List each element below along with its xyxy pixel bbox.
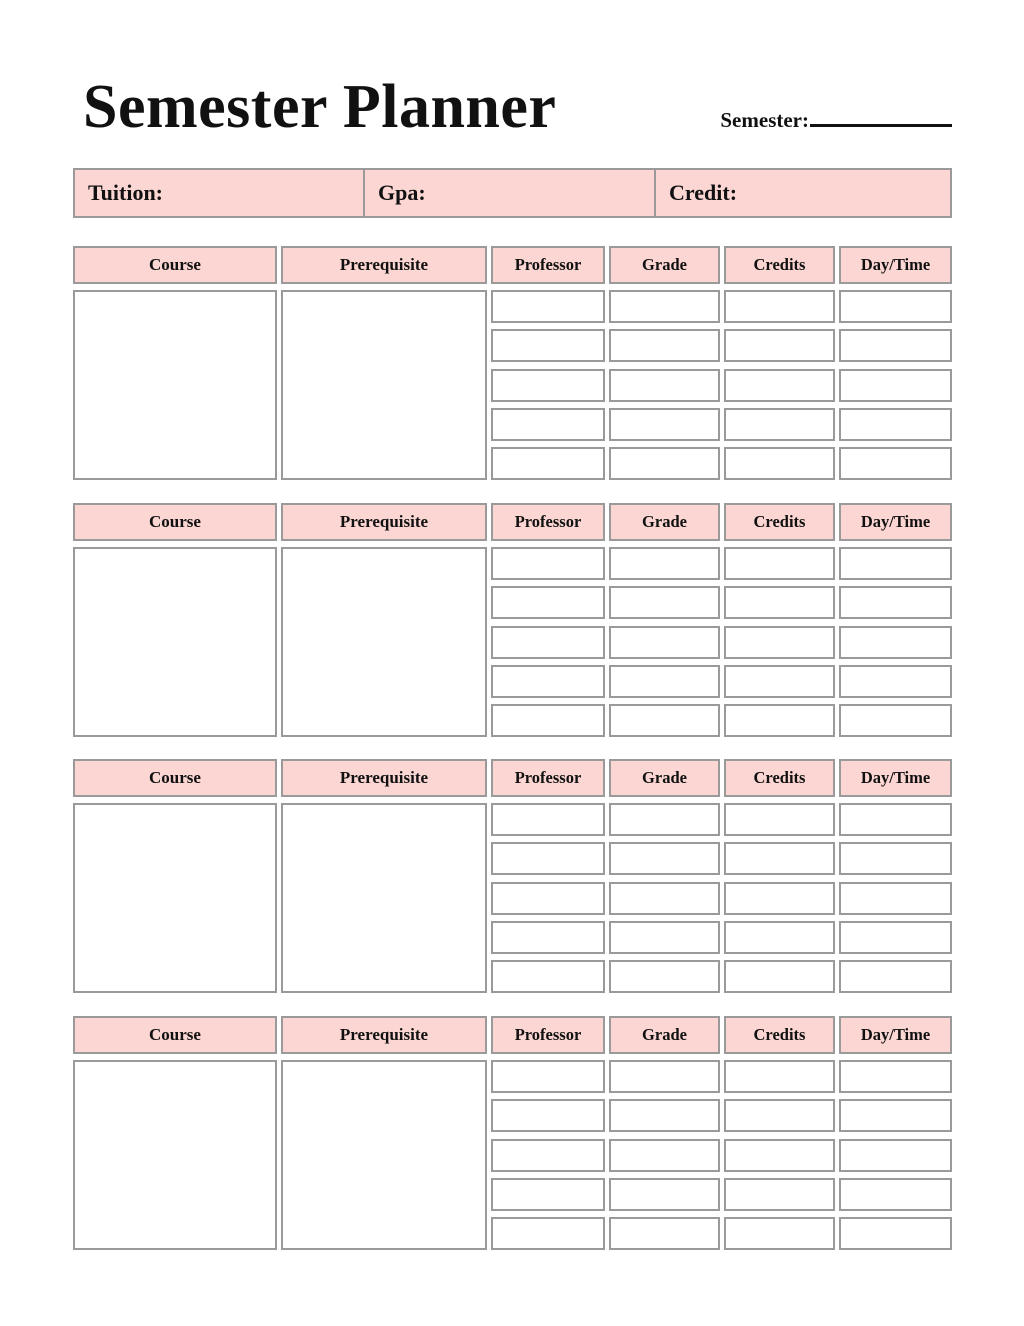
professor-entry-cell[interactable] — [491, 1139, 605, 1172]
professor-entry-cell[interactable] — [491, 547, 605, 580]
daytime-column — [839, 290, 952, 480]
daytime-entry-cell[interactable] — [839, 882, 952, 915]
semester-label: Semester: — [720, 108, 809, 132]
professor-entry-cell[interactable] — [491, 447, 605, 480]
grade-entry-cell[interactable] — [609, 447, 720, 480]
credits-entry-cell[interactable] — [724, 882, 835, 915]
column-header-professor: Professor — [491, 1016, 605, 1054]
credits-entry-cell[interactable] — [724, 369, 835, 402]
page-title: Semester Planner — [83, 73, 557, 141]
professor-entry-cell[interactable] — [491, 803, 605, 836]
credits-entry-cell[interactable] — [724, 408, 835, 441]
grade-entry-cell[interactable] — [609, 704, 720, 737]
daytime-entry-cell[interactable] — [839, 1217, 952, 1250]
credits-entry-cell[interactable] — [724, 1217, 835, 1250]
daytime-entry-cell[interactable] — [839, 1060, 952, 1093]
professor-entry-cell[interactable] — [491, 290, 605, 323]
grade-entry-cell[interactable] — [609, 921, 720, 954]
professor-column — [491, 1060, 605, 1250]
grade-column — [609, 290, 720, 480]
grade-entry-cell[interactable] — [609, 329, 720, 362]
column-header-grade: Grade — [609, 1016, 720, 1054]
prerequisite-entry-cell[interactable] — [281, 290, 487, 480]
grade-entry-cell[interactable] — [609, 1060, 720, 1093]
professor-entry-cell[interactable] — [491, 921, 605, 954]
professor-entry-cell[interactable] — [491, 1217, 605, 1250]
daytime-column — [839, 1060, 952, 1250]
daytime-entry-cell[interactable] — [839, 803, 952, 836]
daytime-entry-cell[interactable] — [839, 547, 952, 580]
credits-entry-cell[interactable] — [724, 842, 835, 875]
grade-entry-cell[interactable] — [609, 665, 720, 698]
credit-field[interactable] — [656, 170, 950, 216]
credits-entry-cell[interactable] — [724, 1139, 835, 1172]
grade-entry-cell[interactable] — [609, 290, 720, 323]
grade-entry-cell[interactable] — [609, 803, 720, 836]
credits-entry-cell[interactable] — [724, 921, 835, 954]
credits-entry-cell[interactable] — [724, 1060, 835, 1093]
credits-entry-cell[interactable] — [724, 1178, 835, 1211]
credits-column — [724, 1060, 835, 1250]
daytime-entry-cell[interactable] — [839, 369, 952, 402]
course-block — [73, 1016, 952, 1250]
grade-column — [609, 547, 720, 737]
column-header-credits: Credits — [724, 246, 835, 284]
credits-column — [724, 803, 835, 993]
grade-entry-cell[interactable] — [609, 960, 720, 993]
column-header-daytime: Day/Time — [839, 246, 952, 284]
credits-entry-cell[interactable] — [724, 329, 835, 362]
professor-entry-cell[interactable] — [491, 329, 605, 362]
credits-entry-cell[interactable] — [724, 1099, 835, 1132]
daytime-entry-cell[interactable] — [839, 1139, 952, 1172]
table-body — [73, 547, 952, 737]
column-header-course: Course — [73, 246, 277, 284]
credit-label: Credit: — [669, 180, 738, 205]
grade-entry-cell[interactable] — [609, 626, 720, 659]
daytime-column — [839, 547, 952, 737]
credits-entry-cell[interactable] — [724, 665, 835, 698]
professor-entry-cell[interactable] — [491, 369, 605, 402]
professor-entry-cell[interactable] — [491, 1099, 605, 1132]
credits-column — [724, 547, 835, 737]
daytime-entry-cell[interactable] — [839, 960, 952, 993]
daytime-entry-cell[interactable] — [839, 842, 952, 875]
column-header-course: Course — [73, 503, 277, 541]
daytime-entry-cell[interactable] — [839, 921, 952, 954]
grade-entry-cell[interactable] — [609, 1178, 720, 1211]
table-body — [73, 803, 952, 993]
daytime-entry-cell[interactable] — [839, 447, 952, 480]
credits-entry-cell[interactable] — [724, 704, 835, 737]
credits-entry-cell[interactable] — [724, 586, 835, 619]
prerequisite-entry-cell[interactable] — [281, 1060, 487, 1250]
table-header-row — [73, 503, 952, 541]
column-header-course: Course — [73, 1016, 277, 1054]
course-block — [73, 503, 952, 737]
summary-info-bar — [73, 168, 952, 218]
professor-entry-cell[interactable] — [491, 1060, 605, 1093]
course-block — [73, 759, 952, 993]
credits-entry-cell[interactable] — [724, 290, 835, 323]
course-entry-cell[interactable] — [73, 803, 277, 993]
gpa-label: Gpa: — [378, 180, 426, 205]
grade-entry-cell[interactable] — [609, 1099, 720, 1132]
professor-entry-cell[interactable] — [491, 586, 605, 619]
credits-entry-cell[interactable] — [724, 960, 835, 993]
tuition-field[interactable] — [75, 170, 365, 216]
credits-entry-cell[interactable] — [724, 803, 835, 836]
professor-entry-cell[interactable] — [491, 665, 605, 698]
column-header-daytime: Day/Time — [839, 503, 952, 541]
column-header-prerequisite: Prerequisite — [281, 246, 487, 284]
grade-entry-cell[interactable] — [609, 1139, 720, 1172]
credits-entry-cell[interactable] — [724, 547, 835, 580]
semester-input-blank[interactable] — [810, 110, 952, 127]
table-header-row — [73, 1016, 952, 1054]
grade-entry-cell[interactable] — [609, 547, 720, 580]
prerequisite-entry-cell[interactable] — [281, 803, 487, 993]
grade-column — [609, 1060, 720, 1250]
column-header-grade: Grade — [609, 503, 720, 541]
professor-column — [491, 547, 605, 737]
grade-entry-cell[interactable] — [609, 1217, 720, 1250]
professor-entry-cell[interactable] — [491, 626, 605, 659]
column-header-credits: Credits — [724, 1016, 835, 1054]
prerequisite-entry-cell[interactable] — [281, 547, 487, 737]
table-body — [73, 1060, 952, 1250]
daytime-entry-cell[interactable] — [839, 626, 952, 659]
grade-entry-cell[interactable] — [609, 882, 720, 915]
column-header-daytime: Day/Time — [839, 1016, 952, 1054]
column-header-grade: Grade — [609, 759, 720, 797]
course-entry-cell[interactable] — [73, 1060, 277, 1250]
column-header-prerequisite: Prerequisite — [281, 759, 487, 797]
professor-entry-cell[interactable] — [491, 704, 605, 737]
professor-entry-cell[interactable] — [491, 882, 605, 915]
column-header-credits: Credits — [724, 503, 835, 541]
daytime-entry-cell[interactable] — [839, 665, 952, 698]
daytime-entry-cell[interactable] — [839, 329, 952, 362]
column-header-prerequisite: Prerequisite — [281, 1016, 487, 1054]
course-entry-cell[interactable] — [73, 290, 277, 480]
daytime-entry-cell[interactable] — [839, 408, 952, 441]
professor-column — [491, 803, 605, 993]
credits-column — [724, 290, 835, 480]
column-header-prerequisite: Prerequisite — [281, 503, 487, 541]
grade-entry-cell[interactable] — [609, 408, 720, 441]
daytime-column — [839, 803, 952, 993]
column-header-daytime: Day/Time — [839, 759, 952, 797]
professor-entry-cell[interactable] — [491, 842, 605, 875]
credits-entry-cell[interactable] — [724, 447, 835, 480]
daytime-entry-cell[interactable] — [839, 290, 952, 323]
gpa-field[interactable] — [365, 170, 656, 216]
credits-entry-cell[interactable] — [724, 626, 835, 659]
column-header-credits: Credits — [724, 759, 835, 797]
grade-entry-cell[interactable] — [609, 842, 720, 875]
column-header-professor: Professor — [491, 759, 605, 797]
table-body — [73, 290, 952, 480]
professor-entry-cell[interactable] — [491, 1178, 605, 1211]
column-header-professor: Professor — [491, 246, 605, 284]
table-header-row — [73, 246, 952, 284]
course-block — [73, 246, 952, 480]
grade-entry-cell[interactable] — [609, 369, 720, 402]
grade-entry-cell[interactable] — [609, 586, 720, 619]
daytime-entry-cell[interactable] — [839, 1099, 952, 1132]
column-header-professor: Professor — [491, 503, 605, 541]
semester-field — [720, 108, 952, 133]
daytime-entry-cell[interactable] — [839, 704, 952, 737]
daytime-entry-cell[interactable] — [839, 1178, 952, 1211]
column-header-grade: Grade — [609, 246, 720, 284]
professor-entry-cell[interactable] — [491, 408, 605, 441]
column-header-course: Course — [73, 759, 277, 797]
professor-column — [491, 290, 605, 480]
daytime-entry-cell[interactable] — [839, 586, 952, 619]
table-header-row — [73, 759, 952, 797]
grade-column — [609, 803, 720, 993]
tuition-label: Tuition: — [88, 180, 164, 205]
course-entry-cell[interactable] — [73, 547, 277, 737]
page-header — [73, 73, 952, 156]
professor-entry-cell[interactable] — [491, 960, 605, 993]
